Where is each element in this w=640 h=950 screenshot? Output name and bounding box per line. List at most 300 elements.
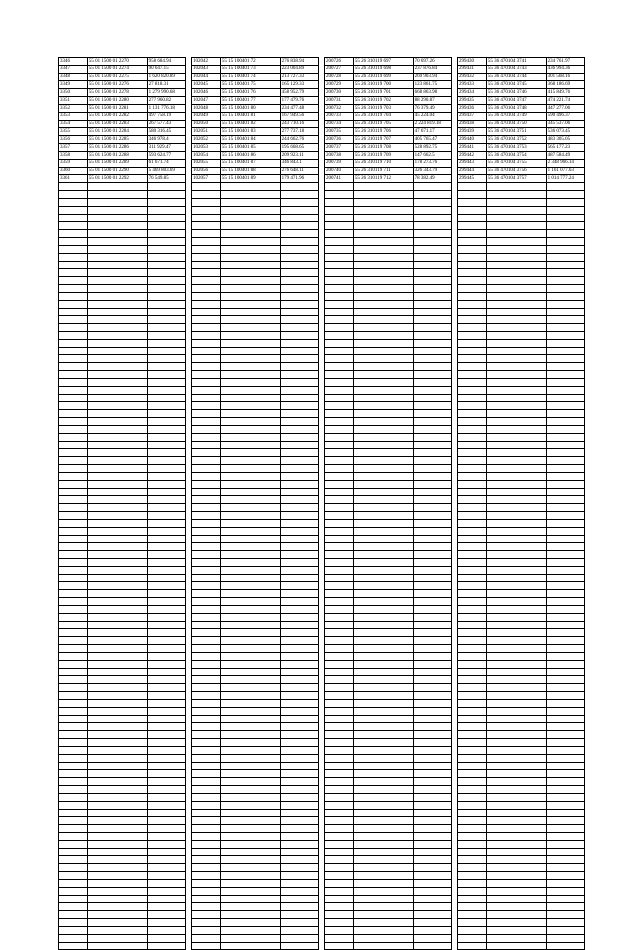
table-row [192, 410, 319, 418]
table-row [59, 324, 186, 332]
table-row [192, 582, 319, 590]
table-row [192, 879, 319, 887]
code-cell [87, 191, 147, 199]
amount-cell [413, 887, 451, 895]
amount-cell [280, 699, 318, 707]
code-cell [220, 245, 280, 253]
code-cell [220, 739, 280, 747]
code-cell [220, 645, 280, 653]
row-number-cell [458, 418, 487, 426]
row-number-cell [59, 535, 88, 543]
code-cell: 55 26 310119 700 [353, 81, 413, 89]
code-cell [220, 582, 280, 590]
table-row [59, 433, 186, 441]
row-number-cell [458, 598, 487, 606]
table-row [59, 128, 186, 136]
code-cell [486, 480, 546, 488]
code-cell [87, 652, 147, 660]
amount-cell [147, 746, 185, 754]
row-number-cell [458, 621, 487, 629]
row-number-cell [325, 214, 354, 222]
table-row [59, 253, 186, 261]
table-row [458, 89, 585, 97]
code-cell [486, 754, 546, 762]
amount-cell [546, 652, 584, 660]
amount-cell [413, 934, 451, 942]
row-number-cell [325, 433, 354, 441]
table-row [192, 339, 319, 347]
table-row [192, 652, 319, 660]
row-number-cell [192, 355, 221, 363]
row-number-cell [59, 457, 88, 465]
row-number-cell [325, 637, 354, 645]
table-row [325, 574, 452, 582]
row-number-cell: 3359 [59, 159, 88, 167]
table-row [325, 582, 452, 590]
table-row [59, 684, 186, 692]
row-number-cell [325, 441, 354, 449]
code-cell [486, 934, 546, 942]
amount-cell [280, 222, 318, 230]
code-cell [353, 355, 413, 363]
amount-cell [280, 472, 318, 480]
amount-cell [413, 433, 451, 441]
amount-cell [413, 316, 451, 324]
row-number-cell [458, 942, 487, 950]
amount-cell [147, 465, 185, 473]
amount-cell [546, 692, 584, 700]
row-number-cell [325, 191, 354, 199]
row-number-cell: 299436 [458, 104, 487, 112]
amount-cell [280, 363, 318, 371]
amount-cell [147, 363, 185, 371]
amount-cell: 474 221.74 [546, 97, 584, 105]
table-row [59, 394, 186, 402]
amount-cell [147, 707, 185, 715]
table-row [458, 410, 585, 418]
table-row [59, 605, 186, 613]
code-cell [486, 778, 546, 786]
amount-cell [280, 355, 318, 363]
table-row [325, 809, 452, 817]
amount-cell [546, 472, 584, 480]
amount-cell [546, 457, 584, 465]
code-cell [87, 551, 147, 559]
table-row [458, 926, 585, 934]
row-number-cell [59, 676, 88, 684]
table-row [458, 245, 585, 253]
amount-cell: 123 861.75 [413, 81, 451, 89]
row-number-cell [192, 786, 221, 794]
code-cell [486, 339, 546, 347]
amount-cell [280, 801, 318, 809]
code-cell [486, 457, 546, 465]
table-row [325, 308, 452, 316]
amount-cell [413, 817, 451, 825]
amount-cell [280, 206, 318, 214]
amount-cell [280, 512, 318, 520]
amount-cell [413, 723, 451, 731]
amount-cell [280, 786, 318, 794]
table-row [192, 402, 319, 410]
row-number-cell [325, 825, 354, 833]
row-number-cell [59, 934, 88, 942]
code-cell [353, 519, 413, 527]
table-row [59, 731, 186, 739]
table-row [325, 527, 452, 535]
row-number-cell [192, 300, 221, 308]
table-row [458, 402, 585, 410]
amount-cell [413, 488, 451, 496]
amount-cell [546, 277, 584, 285]
code-cell [87, 253, 147, 261]
amount-cell [546, 559, 584, 567]
row-number-cell [59, 739, 88, 747]
row-number-cell [59, 543, 88, 551]
table-row [192, 230, 319, 238]
table-row [59, 637, 186, 645]
amount-cell [147, 222, 185, 230]
table-row [458, 331, 585, 339]
table-row [325, 347, 452, 355]
row-number-cell [192, 472, 221, 480]
amount-cell [546, 253, 584, 261]
amount-cell [147, 605, 185, 613]
row-number-cell [192, 261, 221, 269]
table-row [59, 621, 186, 629]
amount-cell [147, 339, 185, 347]
amount-cell [413, 926, 451, 934]
table-row [458, 378, 585, 386]
row-number-cell [192, 559, 221, 567]
code-cell [87, 637, 147, 645]
row-number-cell [325, 668, 354, 676]
table-row [325, 253, 452, 261]
table-row [325, 277, 452, 285]
code-cell [220, 942, 280, 950]
table-row [325, 919, 452, 927]
amount-cell [413, 425, 451, 433]
amount-cell [546, 191, 584, 199]
code-cell [353, 629, 413, 637]
table-row [325, 519, 452, 527]
row-number-cell [325, 222, 354, 230]
row-number-cell [192, 551, 221, 559]
row-number-cell [458, 582, 487, 590]
amount-cell: 179 471.96 [280, 175, 318, 183]
table-row [192, 261, 319, 269]
row-number-cell [192, 793, 221, 801]
amount-cell [546, 731, 584, 739]
row-number-cell: 102049 [192, 112, 221, 120]
table-row [192, 543, 319, 551]
row-number-cell: 299440 [458, 136, 487, 144]
code-cell [486, 887, 546, 895]
code-cell [87, 222, 147, 230]
table-row [192, 801, 319, 809]
row-number-cell [59, 613, 88, 621]
row-number-cell [192, 723, 221, 731]
row-number-cell [192, 543, 221, 551]
row-number-cell [59, 261, 88, 269]
table-row [325, 191, 452, 199]
row-number-cell [192, 425, 221, 433]
code-cell [87, 778, 147, 786]
table-row [59, 699, 186, 707]
amount-cell [413, 206, 451, 214]
row-number-cell [192, 598, 221, 606]
code-cell [486, 504, 546, 512]
code-cell [220, 449, 280, 457]
amount-cell [280, 551, 318, 559]
table-row [325, 551, 452, 559]
code-cell: 55 15 100401 73 [220, 65, 280, 73]
code-cell [486, 324, 546, 332]
amount-cell [413, 527, 451, 535]
amount-cell [147, 629, 185, 637]
row-number-cell [325, 754, 354, 762]
table-row [458, 183, 585, 191]
amount-cell [546, 926, 584, 934]
amount-cell [413, 605, 451, 613]
table-row [192, 144, 319, 152]
table-row [192, 551, 319, 559]
table-row [458, 566, 585, 574]
amount-cell [147, 355, 185, 363]
code-cell [220, 465, 280, 473]
code-cell [486, 300, 546, 308]
amount-cell [413, 574, 451, 582]
code-cell [87, 817, 147, 825]
amount-cell [147, 527, 185, 535]
table-row [59, 81, 186, 89]
table-row [59, 58, 186, 66]
table-row [458, 864, 585, 872]
code-cell [353, 864, 413, 872]
amount-cell [280, 848, 318, 856]
table-row [59, 848, 186, 856]
row-number-cell [325, 692, 354, 700]
code-cell: 55 01 1500 01 2274 [87, 65, 147, 73]
amount-cell [280, 605, 318, 613]
code-cell: 55 15 100401 85 [220, 144, 280, 152]
table-row [59, 488, 186, 496]
table-row [458, 707, 585, 715]
table-row [192, 911, 319, 919]
row-number-cell [59, 559, 88, 567]
table-row [192, 277, 319, 285]
table-row [458, 840, 585, 848]
row-number-cell [59, 895, 88, 903]
code-cell: 55 15 100401 89 [220, 175, 280, 183]
code-cell [486, 879, 546, 887]
table-row [192, 942, 319, 950]
amount-cell [147, 778, 185, 786]
amount-cell [546, 879, 584, 887]
row-number-cell [59, 465, 88, 473]
code-cell [220, 840, 280, 848]
table-row [192, 496, 319, 504]
row-number-cell [59, 183, 88, 191]
code-cell [486, 613, 546, 621]
row-number-cell [325, 652, 354, 660]
row-number-cell [458, 699, 487, 707]
table-row [458, 104, 585, 112]
table-row [325, 316, 452, 324]
table-row [59, 191, 186, 199]
table-row [458, 778, 585, 786]
table-row [325, 840, 452, 848]
code-cell [486, 285, 546, 293]
row-number-cell [458, 433, 487, 441]
code-cell [220, 488, 280, 496]
code-cell: 55 36 470104 3747 [486, 97, 546, 105]
table-row [325, 128, 452, 136]
amount-cell [546, 746, 584, 754]
row-number-cell [325, 840, 354, 848]
amount-cell [546, 527, 584, 535]
row-number-cell [458, 245, 487, 253]
table-row [192, 613, 319, 621]
code-cell [87, 261, 147, 269]
row-number-cell: 299442 [458, 151, 487, 159]
code-cell [220, 856, 280, 864]
code-cell [220, 527, 280, 535]
row-number-cell [458, 347, 487, 355]
amount-cell [147, 261, 185, 269]
row-number-cell [192, 911, 221, 919]
amount-cell [546, 410, 584, 418]
row-number-cell [192, 739, 221, 747]
table-row [458, 238, 585, 246]
table-row [458, 144, 585, 152]
code-cell [87, 786, 147, 794]
code-cell [486, 433, 546, 441]
table-row [192, 629, 319, 637]
row-number-cell [59, 512, 88, 520]
table-column-2 [191, 57, 319, 950]
table-row [325, 378, 452, 386]
code-cell: 55 26 310119 708 [353, 144, 413, 152]
code-cell [486, 355, 546, 363]
table-row [59, 73, 186, 81]
amount-cell [413, 848, 451, 856]
table-row [325, 660, 452, 668]
code-cell [353, 535, 413, 543]
code-cell: 55 01 1500 01 2292 [87, 175, 147, 183]
row-number-cell [59, 324, 88, 332]
amount-cell [147, 551, 185, 559]
row-number-cell [325, 269, 354, 277]
amount-cell [413, 590, 451, 598]
row-number-cell [192, 926, 221, 934]
table-row [458, 324, 585, 332]
amount-cell: 2 348 966.14 [546, 159, 584, 167]
table-row [458, 668, 585, 676]
row-number-cell [458, 394, 487, 402]
table-row [192, 512, 319, 520]
amount-cell [546, 840, 584, 848]
row-number-cell [192, 645, 221, 653]
code-cell: 55 36 470104 3751 [486, 128, 546, 136]
row-number-cell [192, 285, 221, 293]
row-number-cell [192, 629, 221, 637]
row-number-cell [458, 410, 487, 418]
amount-cell: 415 849.76 [546, 89, 584, 97]
code-cell [87, 793, 147, 801]
code-cell [486, 386, 546, 394]
row-number-cell [192, 825, 221, 833]
row-number-cell: 3349 [59, 81, 88, 89]
code-cell [486, 261, 546, 269]
amount-cell [413, 292, 451, 300]
table-row [59, 339, 186, 347]
code-cell [486, 660, 546, 668]
table-row [59, 183, 186, 191]
row-number-cell [192, 504, 221, 512]
amount-cell: 345 537.06 [546, 120, 584, 128]
amount-cell [147, 872, 185, 880]
table-row [59, 668, 186, 676]
table-row [192, 465, 319, 473]
code-cell [220, 363, 280, 371]
row-number-cell: 102056 [192, 167, 221, 175]
table-row [59, 167, 186, 175]
table-row [59, 449, 186, 457]
code-cell [486, 277, 546, 285]
code-cell [87, 316, 147, 324]
row-number-cell [458, 238, 487, 246]
row-number-cell [458, 230, 487, 238]
table-row [458, 543, 585, 551]
amount-cell [413, 504, 451, 512]
row-number-cell [59, 590, 88, 598]
amount-cell [147, 692, 185, 700]
row-number-cell [325, 903, 354, 911]
row-number-cell: 299441 [458, 144, 487, 152]
amount-cell [280, 872, 318, 880]
code-cell [87, 692, 147, 700]
row-number-cell [59, 214, 88, 222]
amount-cell [147, 809, 185, 817]
code-cell [486, 746, 546, 754]
amount-cell [280, 418, 318, 426]
code-cell [220, 535, 280, 543]
row-number-cell [59, 285, 88, 293]
table-row [458, 480, 585, 488]
row-number-cell [458, 285, 487, 293]
amount-cell [280, 629, 318, 637]
table-row [59, 151, 186, 159]
amount-cell [147, 668, 185, 676]
amount-cell: 178 273.76 [413, 159, 451, 167]
table-row [59, 598, 186, 606]
table-row [325, 65, 452, 73]
amount-cell [280, 535, 318, 543]
row-number-cell [325, 879, 354, 887]
code-cell [220, 316, 280, 324]
code-cell [486, 840, 546, 848]
code-cell [87, 535, 147, 543]
table-row [458, 574, 585, 582]
amount-cell [147, 238, 185, 246]
amount-cell: 76 549.85 [147, 175, 185, 183]
row-number-cell [458, 519, 487, 527]
row-number-cell [325, 371, 354, 379]
row-number-cell [458, 668, 487, 676]
code-cell: 55 36 470104 3755 [486, 159, 546, 167]
amount-cell [280, 238, 318, 246]
